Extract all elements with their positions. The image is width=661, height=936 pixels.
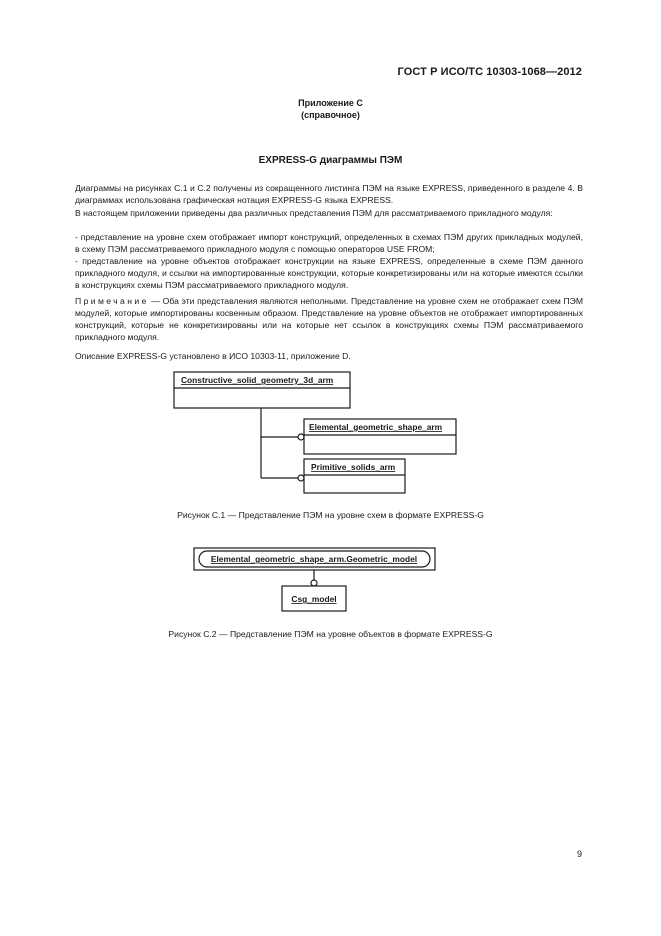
paragraph-4: - представление на уровне объектов отображает конструкции на языке EXPRESS, определенные в схеме ПЭМ данного прикладного модуля, и ссылки на импортированные конструкции, которые конкретизированы или на которые имеются ссылки в конструкциях схемы ПЭМ рассматриваемого прикладного модуля. xyxy=(75,256,583,290)
figure-2-caption: Рисунок С.2 — Представление ПЭМ на уровне объектов в формате EXPRESS-G xyxy=(168,629,493,639)
schema-name-main: Constructive_solid_geometry_3d_arm xyxy=(181,375,334,385)
paragraph-3: - представление на уровне схем отображает импорт конструкций, определенных в схемах ПЭМ других прикладных модулей, в схему ПЭМ рассматриваемого прикладного модуля с помощью операторов USE FROM; xyxy=(75,232,583,254)
figure-1-caption: Рисунок С.1 — Представление ПЭМ на уровне схем в формате EXPRESS-G xyxy=(177,510,484,520)
schema-name-3: Primitive_solids_arm xyxy=(311,462,396,472)
schema-name-2: Elemental_geometric_shape_arm xyxy=(309,422,443,432)
paragraph-2: В настоящем приложении приведены два различных представления ПЭМ для рассматриваемого прикладного модуля: xyxy=(75,208,553,218)
entity-name: Csg_model xyxy=(291,594,337,604)
appendix-subtitle: (справочное) xyxy=(301,110,360,120)
reference-connector-circle xyxy=(311,580,317,586)
document-code: ГОСТ Р ИСО/ТС 10303-1068—2012 xyxy=(397,66,582,78)
note-text: — Оба эти представления являются неполными. Представление на уровне схем не отображает схем ПЭМ модулей, которые импортированы косвенным образом. Представление на уровне объектов не отображает импортированных конструкций, которые не конкретизированы или на которые нет ссылок в конструкциях схемы ПЭМ рассматриваемого прикладного модуля. xyxy=(75,296,583,342)
paragraph-1: Диаграммы на рисунках С.1 и С.2 получены из сокращенного листинга ПЭМ на языке EXPRESS, приведенного в разделе 4. В диаграммах использована графическая нотация EXPRESS-G языка EXPRESS. xyxy=(75,183,583,205)
page-number: 9 xyxy=(576,849,582,859)
note-label: Примечание xyxy=(75,296,149,306)
section-title: EXPRESS-G диаграммы ПЭМ xyxy=(258,155,403,166)
appendix-title: Приложение С xyxy=(298,98,363,108)
paragraph-5: Описание EXPRESS-G установлено в ИСО 10303-11, приложение D. xyxy=(75,351,351,361)
reference-entity-name: Elemental_geometric_shape_arm.Geometric_model xyxy=(210,554,418,564)
